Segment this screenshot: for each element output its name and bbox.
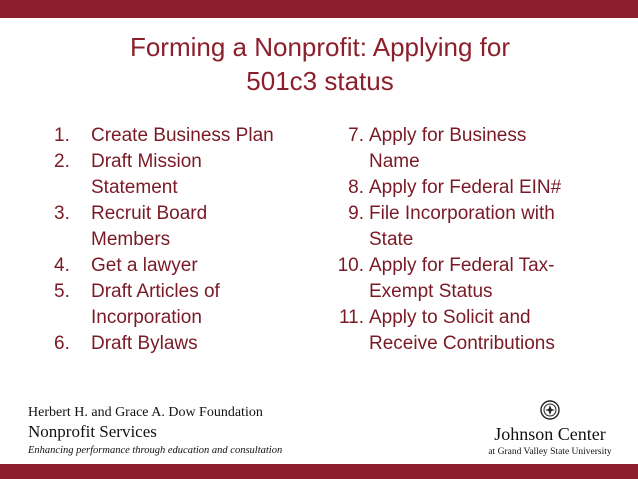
dow-foundation-logo xyxy=(28,404,328,458)
slide-title xyxy=(70,30,570,98)
list-item xyxy=(318,123,598,175)
list-item-text: Apply for Business xyxy=(369,125,527,146)
list-item-number: 5. xyxy=(54,281,70,302)
bottom-band xyxy=(0,464,638,479)
list-item-text: Apply to Solicit and xyxy=(369,307,531,328)
list-item-number: 3. xyxy=(54,203,70,224)
foundation-name: Herbert H. and Grace A. Dow Foundation xyxy=(28,405,263,420)
list-item xyxy=(318,201,598,253)
list-item xyxy=(318,175,598,201)
list-item-text: Create Business Plan xyxy=(91,125,274,146)
list-item-number: 10. xyxy=(337,255,364,276)
nonprofit-services-label: Nonprofit Services xyxy=(28,422,157,441)
list-item xyxy=(54,253,304,279)
slide-title-line-1: Forming a Nonprofit: Applying for xyxy=(129,32,511,62)
list-item-number: 7. xyxy=(348,125,364,146)
list-item xyxy=(54,123,304,149)
list-item-text: Receive Contributions xyxy=(369,333,555,354)
top-band xyxy=(0,0,638,18)
list-item-text: Members xyxy=(91,229,171,250)
list-item-number: 1. xyxy=(54,125,70,146)
list-item xyxy=(318,253,598,305)
johnson-center-subtitle: at Grand Valley State University xyxy=(488,447,612,457)
list-item-text: Recruit Board xyxy=(91,203,208,224)
foundation-tagline: Enhancing performance through education and consultation xyxy=(28,445,283,456)
list-item-text: Incorporation xyxy=(91,307,202,328)
list-item-text: Statement xyxy=(91,177,178,198)
list-item xyxy=(54,149,304,201)
list-item-text: Draft Mission xyxy=(91,151,202,172)
list-item-number: 9. xyxy=(348,203,364,224)
list-item xyxy=(54,279,304,331)
slide-title-line-2: 501c3 status xyxy=(246,66,394,96)
list-item-text: Exempt Status xyxy=(369,281,493,302)
list-item-number: 6. xyxy=(54,333,70,354)
list-item xyxy=(54,331,304,357)
list-item-number: 4. xyxy=(54,255,70,276)
johnson-center-logo xyxy=(480,424,620,458)
list-item-text: Draft Articles of xyxy=(91,281,220,302)
university-seal-icon xyxy=(540,400,560,420)
list-item xyxy=(54,201,304,253)
johnson-center-name: Johnson Center xyxy=(494,424,606,444)
list-item-number: 11. xyxy=(338,307,364,328)
steps-list-left xyxy=(54,123,304,357)
list-item-text: Apply for Federal EIN# xyxy=(369,177,562,198)
steps-list-right xyxy=(318,123,598,357)
list-item-text: Get a lawyer xyxy=(91,255,198,276)
list-item-text: File Incorporation with xyxy=(369,203,555,224)
list-item-text: Name xyxy=(369,151,420,172)
list-item-number: 8. xyxy=(348,177,364,198)
list-item-text: Apply for Federal Tax- xyxy=(369,255,555,276)
list-item-number: 2. xyxy=(54,151,70,172)
list-item-text: State xyxy=(369,229,414,250)
list-item-text: Draft Bylaws xyxy=(91,333,198,354)
list-item xyxy=(318,305,598,357)
